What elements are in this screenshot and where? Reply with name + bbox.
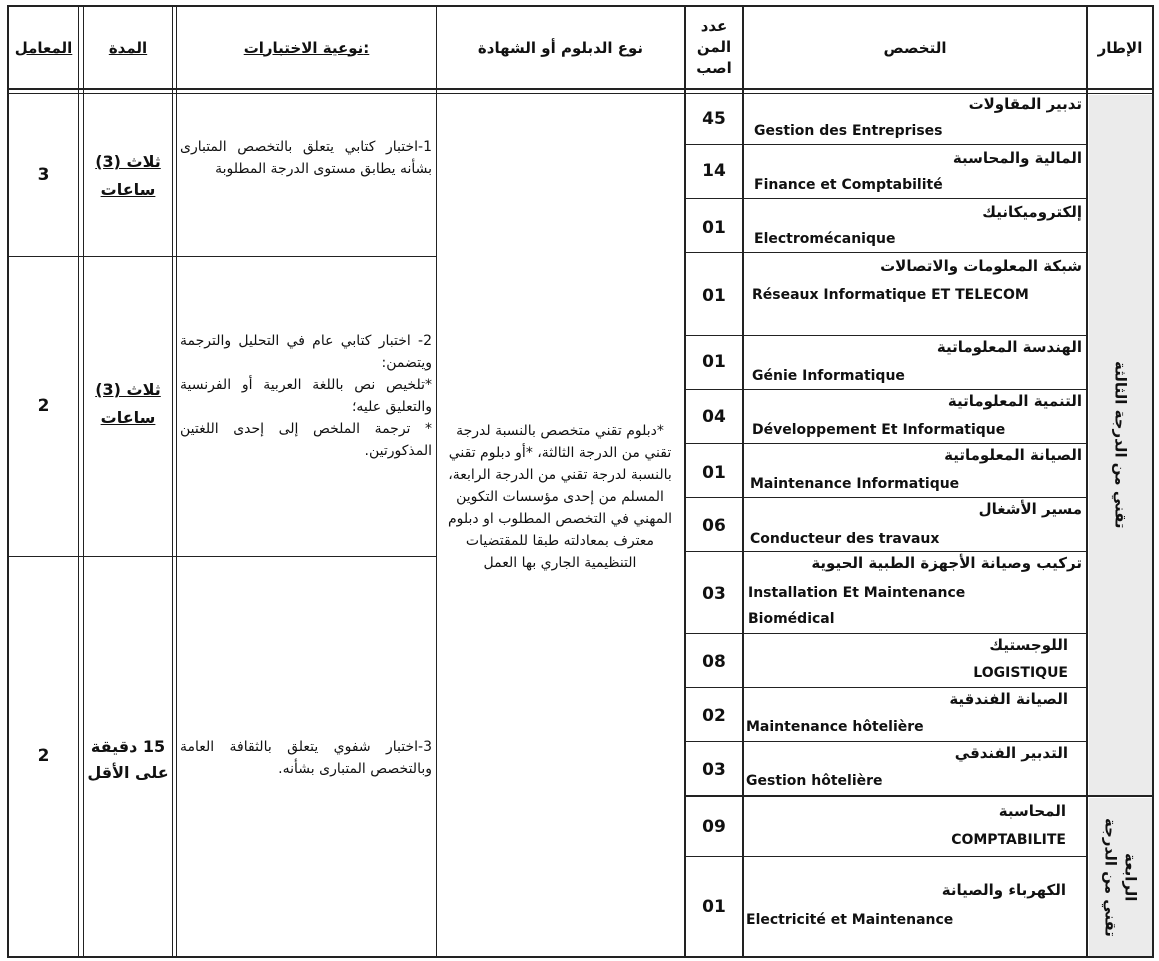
header-duration: المدة [108,38,148,57]
specialty-name-fr: Gestion hôtelière [746,773,883,789]
test-3-duration: 15 دقيقة على الأقل [87,737,169,782]
specialty-name-fr: Finance et Comptabilité [754,177,943,193]
position-count: 14 [702,161,726,181]
specialty-name-ar: مسير الأشغال [978,500,1082,518]
specialty-row [746,95,1084,144]
header-divider [7,88,1154,90]
specialty-row [746,498,1084,551]
position-count: 02 [702,706,726,726]
position-count: 01 [702,897,726,917]
specialty-row [746,253,1084,335]
specialty-name-fr: Installation Et Maintenance [748,585,966,601]
position-count: 03 [702,760,726,780]
specialty-row [746,444,1084,497]
header-divider-2 [7,93,1154,94]
specialty-name-ar: الصيانة الفندقية [949,690,1068,708]
position-count: 01 [702,286,726,306]
test-1-coefficient: 3 [37,165,50,185]
test-3-coefficient: 2 [37,746,50,766]
specialty-row [746,798,1084,856]
specialty-name-ar: التدبير الفندقي [954,744,1068,762]
frame-fourth-grade: تقني من الدرجة الرابعة [1089,798,1152,956]
header-diploma: نوع الدبلوم أو الشهادة [477,38,644,57]
test-1-description: 1-اختبار كتابي يتعلق بالتخصص المتبارى بشأنه يطابق مستوى الدرجة المطلوبة [180,139,432,177]
col-sep [1086,5,1088,958]
specialty-name-ar: الصيانة المعلوماتية [944,446,1082,464]
specialty-name-ar: اللوجستيك [989,636,1068,654]
position-count: 01 [702,218,726,238]
specialty-name-fr: Développement Et Informatique [752,422,1006,438]
header-tests: نوعية الاختبارات: [243,38,370,57]
specialty-name-fr: COMPTABILITE [951,832,1066,848]
table-border-right [1152,5,1154,958]
diploma-description: *دبلوم تقني متخصص بالنسبة لدرجة تقني من الدرجة الثالثة، *أو دبلوم تقني بالنسبة لدرجة تقني من الدرجة الرابعة، المسلم من إحدى مؤسسات التكوين المهني في التخصص المطلوب او دبلوم معترف بمعادلته طبقا للمقتضيات التنظيمية الجاري بها العمل [447,423,672,571]
specialty-name-fr: Génie Informatique [752,368,905,384]
specialty-name-fr: Réseaux Informatique ET TELECOM [752,287,1029,303]
position-count: 01 [702,463,726,483]
specialty-name-ar: المحاسبة [998,802,1066,820]
specialty-name-fr: Maintenance hôtelière [746,719,924,735]
position-count: 03 [702,584,726,604]
test-2-coefficient: 2 [37,396,50,416]
specialty-row [746,688,1084,741]
position-count: 09 [702,817,726,837]
header-frame: الإطار [1097,38,1143,57]
position-count: 01 [702,352,726,372]
specialty-row [746,390,1084,443]
specialty-name-ar: المالية والمحاسبة [952,149,1082,167]
specialty-row [746,336,1084,389]
specialty-name-fr: Electricité et Maintenance [746,912,954,928]
test-2-description: 2- اختبار كتابي عام في التحليل والترجمة ويتضمن: *تلخيص نص باللغة العربية أو الفرنسية والتعليق عليه؛ * ترجمة الملخص إلى إحدى اللغتين المذكورتين. [180,333,432,459]
specialty-name-fr: Electromécanique [754,231,896,247]
header-specialty: التخصص [883,38,947,57]
col-sep [742,5,744,958]
specialty-name-fr: Conducteur des travaux [750,531,940,547]
table-border-bottom [7,956,1154,958]
position-count: 08 [702,652,726,672]
specialty-name-ar: شبكة المعلومات والاتصالات [880,257,1082,275]
test-2-duration: (3) ثلاث ساعات [95,380,161,427]
specialty-row [746,199,1084,252]
specialty-name-ar: الهندسة المعلوماتية [936,338,1082,356]
position-count: 06 [702,516,726,536]
specialty-name-ar: تركيب وصيانة الأجهزة الطبية الحيوية [811,554,1082,572]
header-coefficient: المعامل [14,38,73,57]
specialty-row [746,552,1084,633]
position-count: 04 [702,407,726,427]
col-sep [78,5,79,958]
position-count: 45 [702,109,726,129]
specialty-name-fr: Maintenance Informatique [750,476,960,492]
specialty-name-fr: Gestion des Entreprises [754,123,943,139]
frame-third-grade: تقني من الدرجة الثالثة [1089,95,1152,795]
specialty-row [746,145,1084,198]
specialty-name-ar: تدبير المقاولات [968,95,1082,113]
frame-row-sep [684,795,1154,797]
col-sep [436,5,437,958]
specialty-name-fr: LOGISTIQUE [973,665,1068,681]
specialty-name-ar: الكهرباء والصيانة [941,881,1066,899]
header-positions: عدد المن اصب [696,17,732,77]
test-1-duration: (3) ثلاث ساعات [95,152,161,199]
specialty-name-ar: إلكتروميكانيك [982,203,1082,221]
specialty-row [746,742,1084,795]
specialty-row [746,634,1084,687]
col-sep [172,5,173,958]
specialty-name-fr-line2: Biomédical [748,611,835,627]
specialty-row [746,857,1084,956]
specialty-name-ar: التنمية المعلوماتية [947,392,1082,410]
test-3-description: 3-اختبار شفوي يتعلق بالثقافة العامة وبالتخصص المتبارى بشأنه. [180,739,432,777]
col-sep [176,5,177,958]
